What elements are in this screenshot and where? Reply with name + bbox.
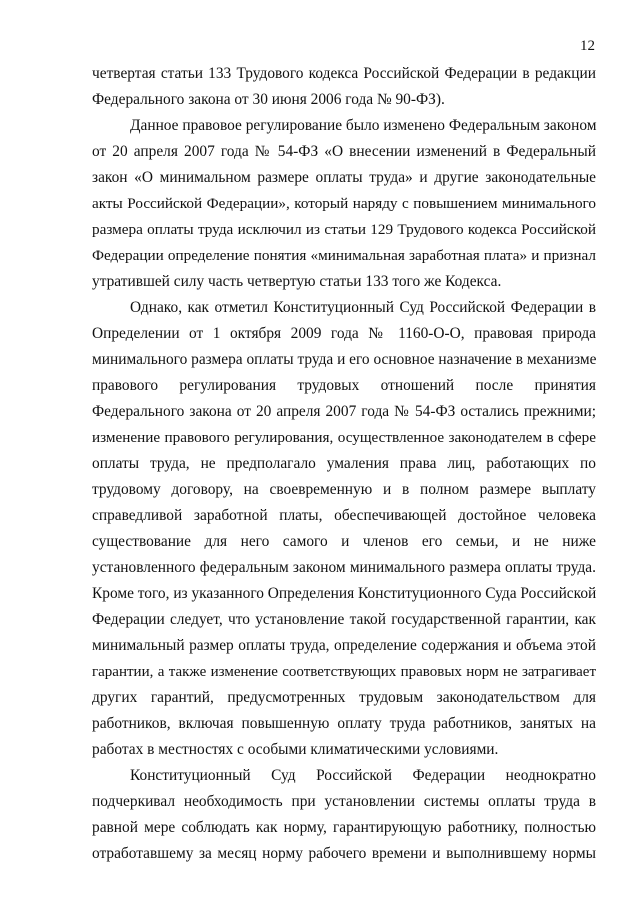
text-line: работников, включая повышенную оплату труда работников, занятых на: [92, 715, 596, 732]
text-line: Федерации определение понятия «минимальная заработная плата» и признал: [92, 247, 596, 264]
text-line: Федерального закона от 30 июня 2006 года № 90-ФЗ).: [92, 91, 445, 108]
text-line: Данное правовое регулирование было изменено Федеральным законом: [130, 117, 597, 134]
text-line: минимальный размер оплаты труда, определение содержания и объема этой: [92, 637, 596, 654]
text-line: акты Российской Федерации», который наряду с повышением минимального: [92, 195, 596, 212]
text-line: от 20 апреля 2007 года № 54-ФЗ «О внесении изменений в Федеральный: [92, 143, 596, 160]
text-line: работах в местностях с особыми климатическими условиями.: [92, 741, 499, 758]
text-line: четвертая статьи 133 Трудового кодекса Российской Федерации в редакции: [92, 65, 596, 82]
text-line: установленного федеральным законом минимального размера оплаты труда.: [92, 559, 596, 576]
text-line: гарантии, а также изменение соответствующих правовых норм не затрагивает: [92, 664, 596, 680]
text-line: оплаты труда, не предполагало умаления права лиц, работающих по: [92, 455, 596, 472]
text-line: существование для него самого и членов его семьи, и не ниже: [92, 533, 596, 550]
text-line: отработавшему за месяц норму рабочего времени и выполнившему нормы: [92, 845, 596, 862]
text-line: закон «О минимальном размере оплаты труда» и другие законодательные: [92, 169, 596, 186]
text-line: утратившей силу часть четвертую статьи 133 того же Кодекса.: [92, 273, 502, 290]
text-line: равной мере соблюдать как норму, гарантирующую работнику, полностью: [92, 819, 596, 836]
text-line: подчеркивал необходимость при установлении системы оплаты труда в: [92, 793, 596, 810]
text-line: других гарантий, предусмотренных трудовым законодательством для: [92, 689, 596, 706]
text-line: Федерации следует, что установление такой государственной гарантии, как: [92, 611, 596, 628]
text-line: размера оплаты труда исключил из статьи 129 Трудового кодекса Российской: [92, 221, 596, 238]
text-line: Определении от 1 октября 2009 года № 1160-О-О, правовая природа: [92, 325, 596, 342]
text-line: Конституционный Суд Российской Федерации неоднократно: [130, 767, 596, 784]
text-line: Федерального закона от 20 апреля 2007 года № 54-ФЗ остались прежними;: [92, 403, 596, 420]
text-line: справедливой заработной платы, обеспечивающей достойное человека: [92, 507, 596, 524]
text-line: правового регулирования трудовых отношений после принятия: [92, 377, 596, 394]
text-line: минимального размера оплаты труда и его основное назначение в механизме: [92, 351, 597, 368]
page-number: 12: [580, 38, 595, 54]
text-line: Однако, как отметил Конституционный Суд Российской Федерации в: [130, 299, 596, 316]
text-line: изменение правового регулирования, осуществленное законодателем в сфере: [92, 429, 596, 446]
text-line: Кроме того, из указанного Определения Конституционного Суда Российской: [92, 585, 597, 602]
text-line: трудовому договору, на своевременную и в полном размере выплату: [92, 481, 596, 498]
